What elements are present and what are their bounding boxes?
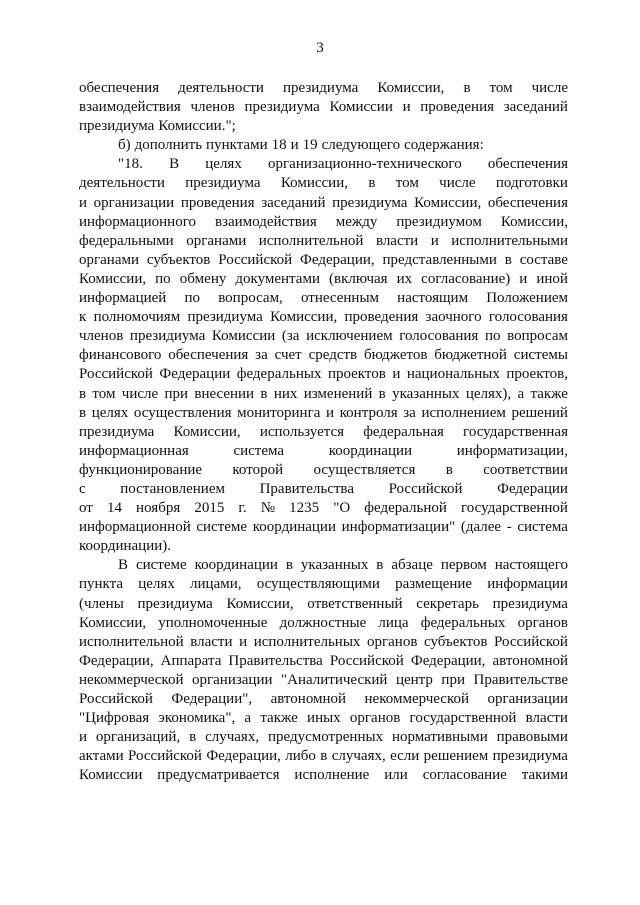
- text-line: в том числе при внесении в них изменений в указанных целях), а также: [79, 385, 568, 402]
- text-line: функционирование которой осуществляется в соответствии: [79, 461, 568, 478]
- text-line: информационного взаимодействия между президиумом Комиссии,: [79, 213, 568, 230]
- text-line: деятельности президиума Комиссии, в том числе подготовки: [79, 175, 568, 192]
- text-line: и организации проведения заседаний президиума Комиссии, обеспечения: [79, 194, 568, 211]
- text-line: Федерации, Аппарата Правительства Российской Федерации, автономной: [79, 652, 568, 669]
- text-line: некоммерческой организации "Аналитический центр при Правительстве: [79, 671, 568, 688]
- text-line: "Цифровая экономика", а также иных органов государственной власти: [79, 710, 568, 727]
- page-number: 3: [316, 40, 324, 56]
- text-line: в целях осуществления мониторинга и контроля за исполнением решений: [79, 404, 568, 421]
- text-line: исполнительной власти и исполнительных органов субъектов Российской: [79, 633, 568, 650]
- text-line: финансового обеспечения за счет средств бюджетов бюджетной системы: [79, 347, 568, 364]
- text-line: и организаций, в случаях, предусмотренных нормативными правовыми: [79, 729, 568, 746]
- text-line: обеспечения деятельности президиума Комиссии, в том числе: [79, 80, 568, 96]
- text-line: федеральными органами исполнительной власти и исполнительными: [79, 232, 568, 249]
- text-line: пункта целях лицами, осуществляющими размещение информации: [79, 576, 568, 593]
- text-line: "18. В целях организационно-технического обеспечения: [118, 156, 568, 173]
- text-line: к полномочиям президиума Комиссии, проведения заочного голосования: [79, 309, 568, 326]
- text-line: взаимодействия членов президиума Комиссии и проведения заседаний: [79, 99, 568, 116]
- document-body: [79, 79, 568, 785]
- text-line: информационная система координации информатизации,: [79, 442, 568, 459]
- text-line: органами субъектов Российской Федерации, представленными в составе: [79, 251, 568, 268]
- text-line: информационной системе координации информатизации" (далее - система: [79, 519, 568, 536]
- text-line: Комиссии, уполномоченные должностные лица федеральных органов: [79, 614, 568, 631]
- text-line: В системе координации в указанных в абзаце первом настоящего: [118, 557, 568, 574]
- text-line: (члены президиума Комиссии, ответственный секретарь президиума: [79, 595, 568, 612]
- text-line: б) дополнить пунктами 18 и 19 следующего содержания:: [118, 137, 484, 154]
- text-line: членов президиума Комиссии (за исключением голосования по вопросам: [79, 328, 568, 345]
- text-line: от 14 ноября 2015 г. № 1235 "О федеральной государственной: [79, 500, 568, 517]
- text-line: Российской Федерации федеральных проектов и национальных проектов,: [79, 366, 568, 383]
- text-line: координации).: [79, 538, 171, 555]
- text-line: Комиссии предусматривается исполнение или согласование такими: [79, 767, 568, 784]
- text-line: информацией по вопросам, отнесенным настоящим Положением: [79, 290, 568, 307]
- text-line: актами Российской Федерации, либо в случаях, если решением президиума: [79, 748, 568, 765]
- text-line: президиума Комиссии.";: [79, 118, 236, 135]
- text-line: Российской Федерации", автономной некоммерческой организации: [79, 691, 568, 707]
- text-line: Комиссии, по обмену документами (включая их согласование) и иной: [79, 270, 568, 287]
- text-line: с постановлением Правительства Российской Федерации: [79, 480, 568, 497]
- text-line: президиума Комиссии, используется федеральная государственная: [79, 423, 568, 440]
